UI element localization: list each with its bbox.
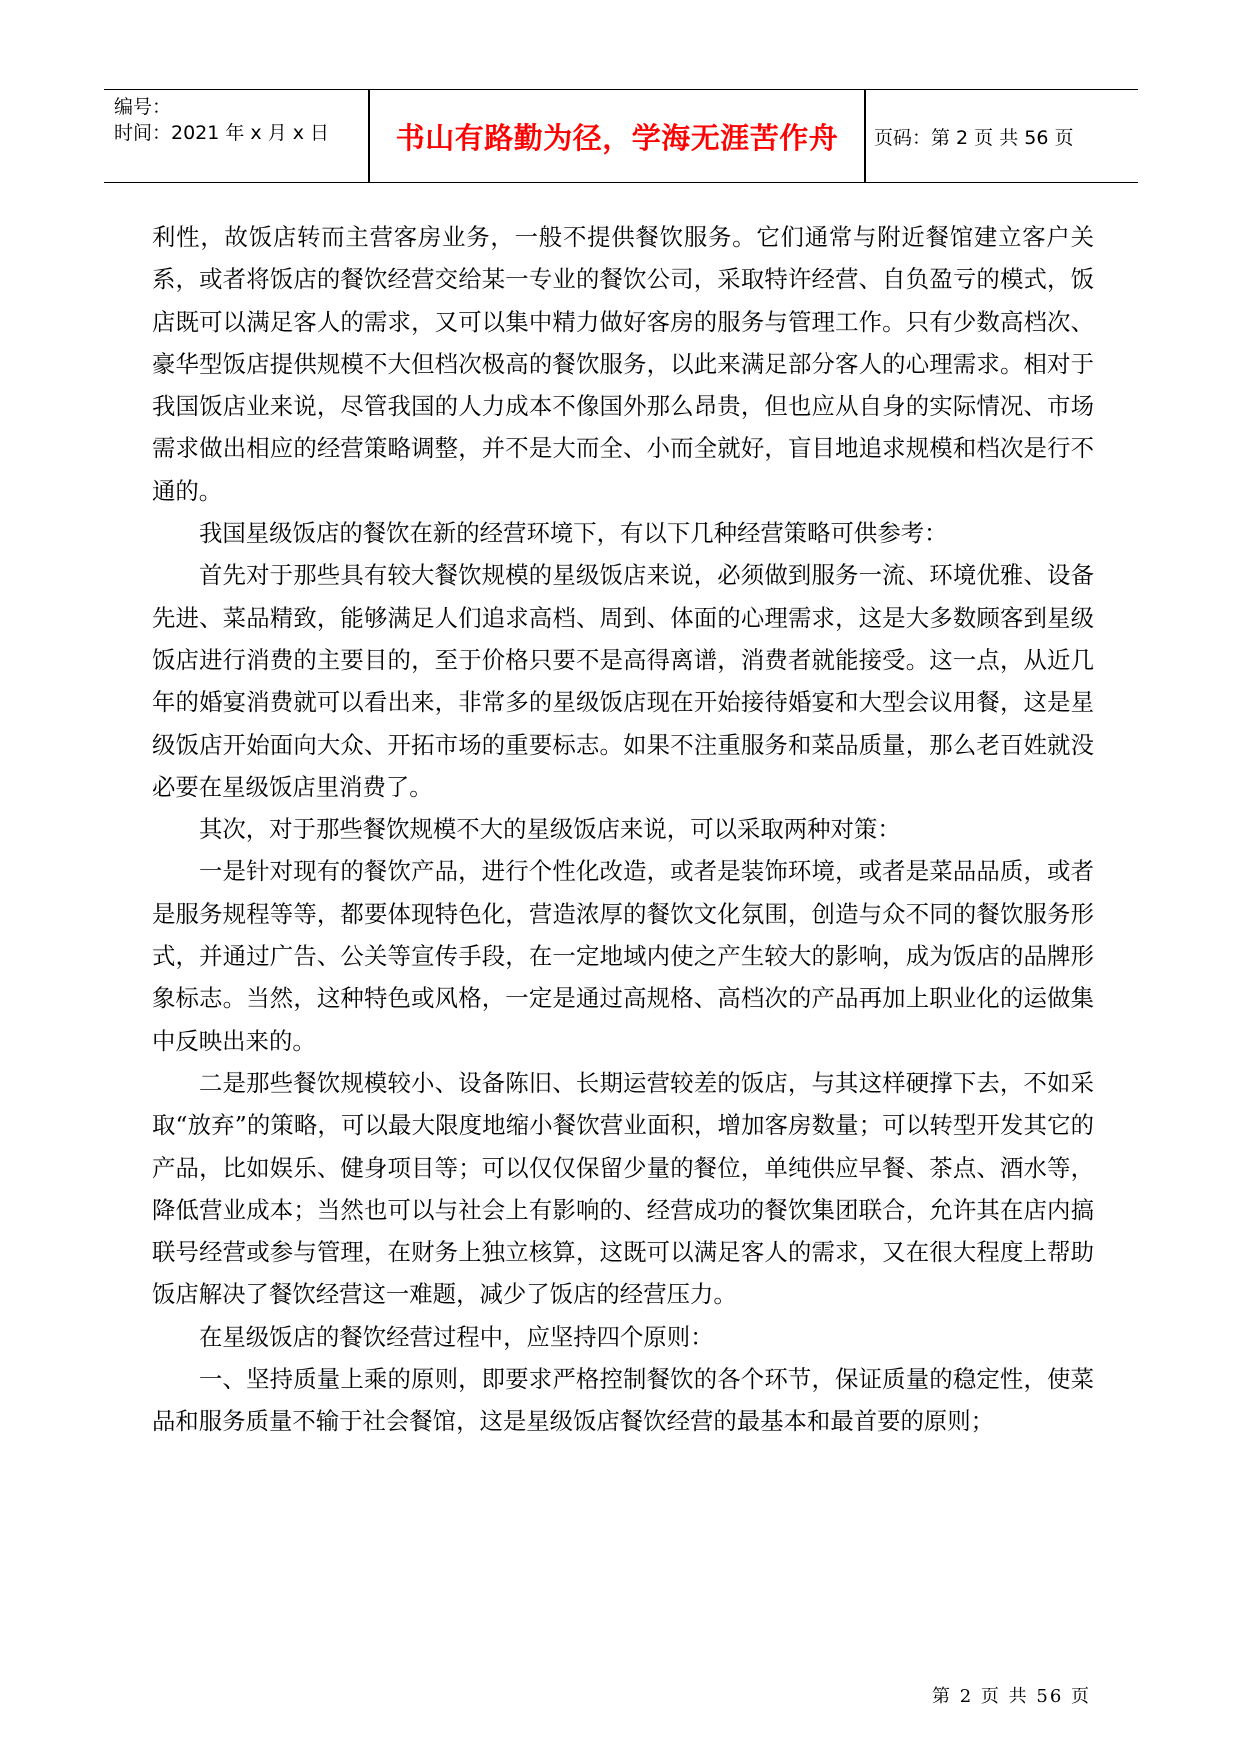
paragraph: 在星级饭店的餐饮经营过程中，应坚持四个原则： bbox=[199, 1322, 714, 1351]
document-time: 时间：2021 年 x 月 x 日 bbox=[114, 122, 330, 144]
paragraph: 我国星级饭店的餐饮在新的经营环境下，有以下几种经营策略可供参考： bbox=[199, 519, 948, 548]
header-divider bbox=[864, 90, 866, 182]
paragraph: 一是针对现有的餐饮产品，进行个性化改造，或者是装饰环境，或者是菜品品质，或者是服务规程等等，都要体现特色化，营造浓厚的餐饮文化氛围，创造与众不同的餐饮服务形式，并通过广告、公关等宣传手段，在一定地域内使之产生较大的影响，成为饭店的品牌形象标志。当然，这种特色或风格，一定是通过高规格、高档次的产品再加上职业化的运做集中反映出来的。 bbox=[152, 857, 1094, 1055]
paragraph: 二是那些餐饮规模较小、设备陈旧、长期运营较差的饭店，与其这样硬撑下去，不如采取“放弃”的策略，可以最大限度地缩小餐饮营业面积，增加客房数量；可以转型开发其它的产品，比如娱乐、健身项目等；可以仅仅保留少量的餐位，单纯供应早餐、茶点、酒水等，降低营业成本；当然也可以与社会上有影响的、经营成功的餐饮集团联合，允许其在店内搞联号经营或参与管理，在财务上独立核算，这既可以满足客人的需求，又在很大程度上帮助饭店解决了餐饮经营这一难题，减少了饭店的经营压力。 bbox=[152, 1068, 1094, 1309]
header-motto: 书山有路勤为径，学海无涯苦作舟 bbox=[395, 120, 839, 155]
document-number-label: 编号： bbox=[114, 96, 172, 118]
page-footer: 第 2 页 共 56 页 bbox=[932, 1686, 1091, 1707]
document-body bbox=[152, 216, 1094, 1443]
header-meta bbox=[114, 94, 369, 146]
paragraph: 一、坚持质量上乘的原则，即要求严格控制餐饮的各个环节，保证质量的稳定性，使菜品和服务质量不输于社会餐馆，这是星级饭店餐饮经营的最基本和最首要的原则； bbox=[152, 1365, 1094, 1436]
paragraph: 其次，对于那些餐饮规模不大的星级饭店来说，可以采取两种对策： bbox=[199, 815, 901, 844]
paragraph: 首先对于那些具有较大餐饮规模的星级饭店来说，必须做到服务一流、环境优雅、设备先进、菜品精致，能够满足人们追求高档、周到、体面的心理需求，这是大多数顾客到星级饭店进行消费的主要目的，至于价格只要不是高得离谱，消费者就能接受。这一点，从近几年的婚宴消费就可以看出来，非常多的星级饭店现在开始接待婚宴和大型会议用餐，这是星级饭店开始面向大众、开拓市场的重要标志。如果不注重服务和菜品质量，那么老百姓就没必要在星级饭店里消费了。 bbox=[152, 561, 1094, 801]
paragraph: 利性，故饭店转而主营客房业务，一般不提供餐饮服务。它们通常与附近餐馆建立客户关系，或者将饭店的餐饮经营交给某一专业的餐饮公司，采取特许经营、自负盈亏的模式，饭店既可以满足客人的需求，又可以集中精力做好客房的服务与管理工作。只有少数高档次、豪华型饭店提供规模不大但档次极高的餐饮服务，以此来满足部分客人的心理需求。相对于我国饭店业来说，尽管我国的人力成本不像国外那么昂贵，但也应从自身的实际情况、市场需求做出相应的经营策略调整，并不是大而全、小而全就好，盲目地追求规模和档次是行不通的。 bbox=[152, 223, 1094, 505]
header-page-code: 页码：第 2 页 共 56 页 bbox=[874, 126, 1074, 149]
page-header bbox=[104, 89, 1138, 183]
